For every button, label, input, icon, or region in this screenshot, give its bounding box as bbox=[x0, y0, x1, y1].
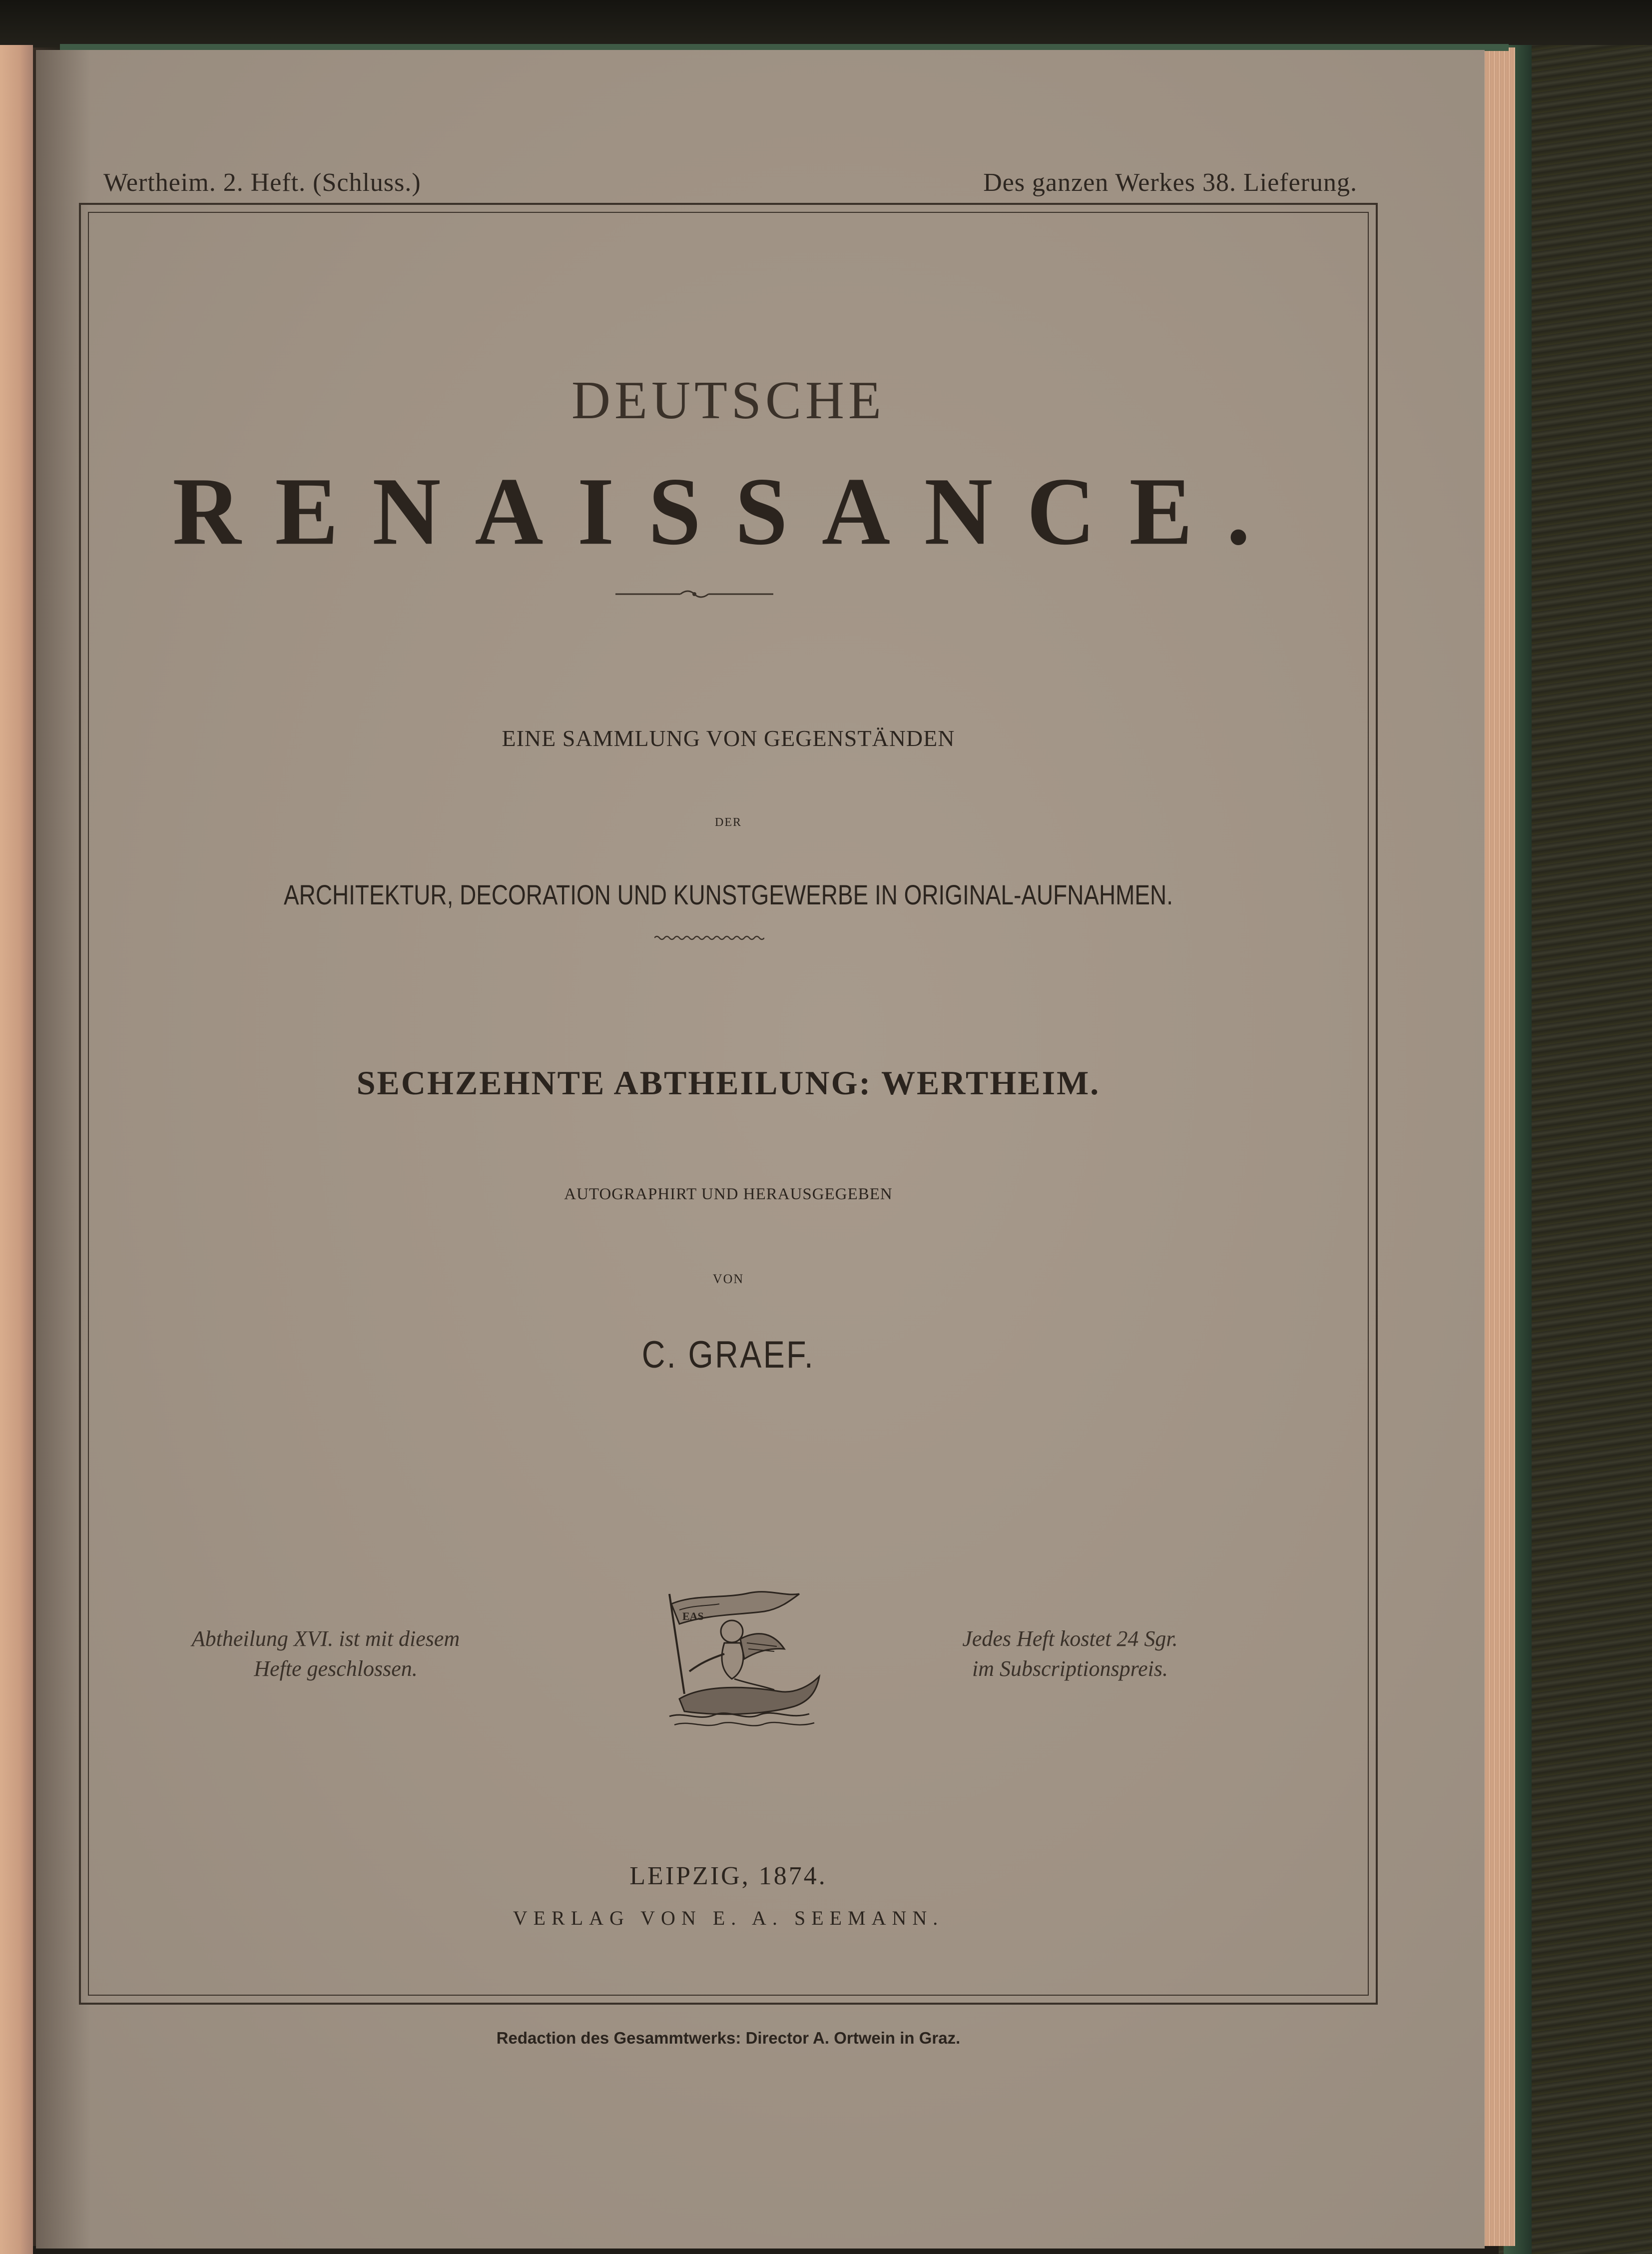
title-page bbox=[36, 50, 1485, 2249]
wavy-rule bbox=[654, 934, 764, 941]
credit-von: VON bbox=[712, 1272, 744, 1286]
title-deutsche: DEUTSCHE bbox=[571, 371, 885, 430]
title-renaissance: RENAISSANCE. bbox=[172, 458, 1284, 566]
subtitle-collection: EINE SAMMLUNG VON GEGENSTÄNDEN bbox=[502, 726, 955, 751]
author-name: C. GRAEF. bbox=[641, 1334, 815, 1376]
note-left-line-2: Hefte geschlossen. bbox=[254, 1656, 418, 1681]
note-price bbox=[870, 1624, 1270, 1684]
division-title: SECHZEHNTE ABTHEILUNG: WERTHEIM. bbox=[356, 1064, 1101, 1102]
note-right-line-2: im Subscriptionspreis. bbox=[972, 1656, 1168, 1681]
note-left-line-1: Abtheilung XVI. ist mit diesem bbox=[191, 1626, 460, 1651]
subtitle-architecture: ARCHITEKTUR, DECORATION UND KUNSTGEWERBE IN ORIGINAL-AUFNAHMEN. bbox=[284, 879, 1173, 910]
left-page-edge bbox=[0, 45, 33, 2254]
subtitle-der: DER bbox=[715, 816, 742, 829]
note-division-closed bbox=[151, 1624, 501, 1684]
note-right-line-1: Jedes Heft kostet 24 Sgr. bbox=[962, 1626, 1178, 1651]
emblem-banner-text: EAS bbox=[682, 1610, 704, 1622]
header-issue-info: Wertheim. 2. Heft. (Schluss.) bbox=[103, 168, 421, 197]
imprint-publisher: VERLAG VON E. A. SEEMANN. bbox=[513, 1907, 944, 1929]
credit-autographed: AUTOGRAPHIRT UND HERAUSGEGEBEN bbox=[564, 1185, 893, 1203]
publisher-emblem-icon bbox=[649, 1584, 829, 1734]
editor-line: Redaction des Gesammtwerks: Director A. Ortwein in Graz. bbox=[496, 2029, 961, 2047]
header-delivery-info: Des ganzen Werkes 38. Lieferung. bbox=[983, 168, 1357, 197]
ornamental-rule bbox=[615, 589, 773, 599]
imprint-place-year: LEIPZIG, 1874. bbox=[629, 1862, 827, 1890]
scanner-top-border bbox=[0, 0, 1652, 50]
